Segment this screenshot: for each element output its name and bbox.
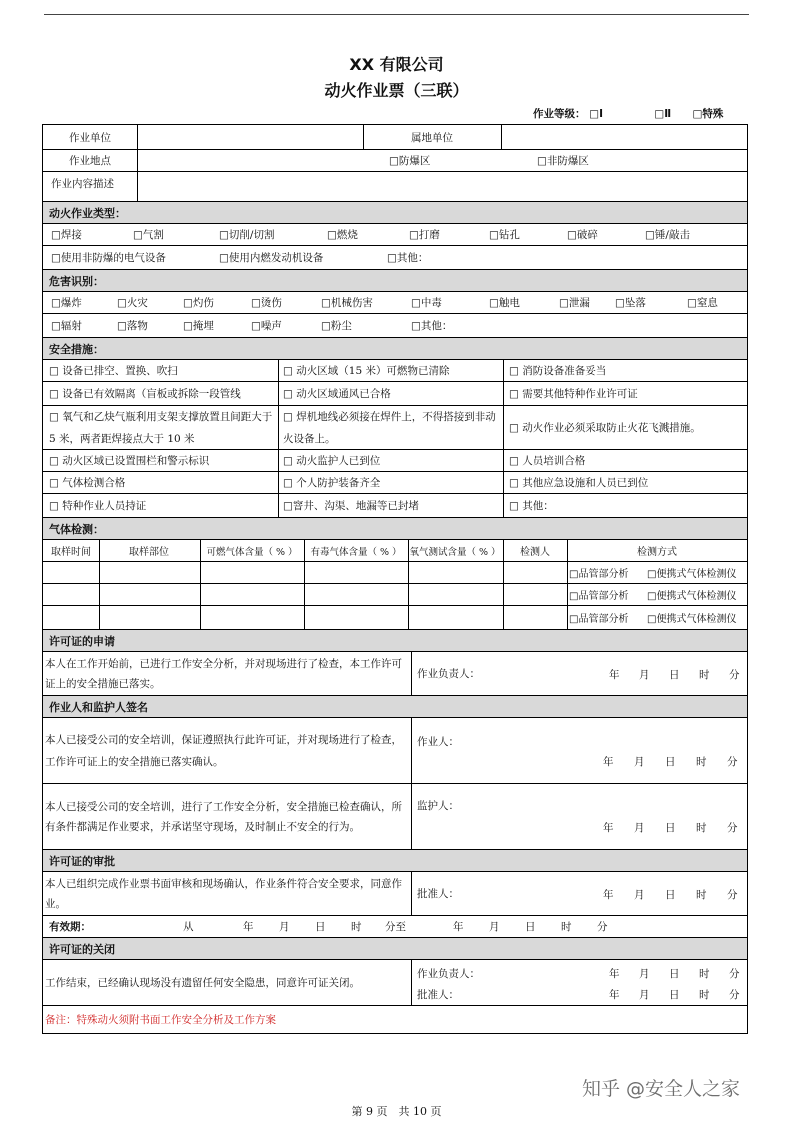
hazard-suffocation[interactable]: □窒息 <box>687 297 718 309</box>
watermark: 知乎 @安全人之家 <box>582 1078 741 1100</box>
date-minute: 分 <box>729 989 740 1001</box>
close-approver-label: 批准人： <box>417 989 459 1001</box>
worker-row <box>43 717 747 783</box>
apply-title: 许可证的申请 <box>49 634 115 648</box>
fire-type-drilling[interactable]: □钻孔 <box>489 229 520 241</box>
hazard-chemical-burn[interactable]: □灼伤 <box>183 297 214 309</box>
date-month: 月 <box>634 889 645 901</box>
apply-text: 本人在工作开始前，已进行工作安全分析，并对现场进行了检查，本工作许可证上的安全措施已落实。 <box>45 657 402 690</box>
approve-header <box>43 849 747 871</box>
safety-welder-ground[interactable]: □ 焊机地线必须接在焊件上，不得搭接到非动火设备上。 <box>283 410 496 445</box>
level-option-special[interactable]: □特殊 <box>692 108 724 120</box>
gas-row-3 <box>43 605 747 629</box>
approve-row <box>43 871 747 915</box>
safety-title: 安全措施： <box>49 342 104 356</box>
date-day: 日 <box>665 822 676 834</box>
work-level-label: 作业等级： <box>533 108 586 120</box>
hazard-dust[interactable]: □粉尘 <box>321 320 352 332</box>
fire-type-grinding[interactable]: □打磨 <box>409 229 440 241</box>
form-title: 动火作业票（三联） <box>324 81 469 100</box>
close-header <box>43 937 747 959</box>
worker-text: 本人已接受公司的安全培训，保证遵照执行此许可证，并对现场进行了检查，工作许可证上的安全措施已落实确认。 <box>45 733 402 768</box>
level-option-1[interactable]: □Ⅰ <box>589 108 603 120</box>
gas-col-method: 检测方式 <box>637 547 677 558</box>
hazard-radiation[interactable]: □辐射 <box>51 320 82 332</box>
date-hour: 时 <box>696 756 707 768</box>
gas-title: 气体检测： <box>49 522 104 536</box>
fire-type-gas-cut[interactable]: □气割 <box>133 229 164 241</box>
safety-emergency[interactable]: □ 其他应急设施和人员已到位 <box>509 477 649 489</box>
gas-method-portable[interactable]: □便携式气体检测仪 <box>647 614 737 625</box>
date-hour: 时 <box>696 822 707 834</box>
date-hour: 时 <box>696 889 707 901</box>
level-option-2[interactable]: □Ⅱ <box>654 108 672 120</box>
guard-row <box>43 783 747 849</box>
gas-method-portable[interactable]: □便携式气体检测仪 <box>647 569 737 580</box>
safety-row-3 <box>43 405 747 449</box>
close-title: 许可证的关闭 <box>49 942 115 956</box>
safety-other[interactable]: □ 其他： <box>509 500 554 512</box>
work-place-label: 作业地点 <box>69 155 111 167</box>
hazard-scald[interactable]: □烫伤 <box>251 297 282 309</box>
apply-person-label: 作业负责人： <box>417 668 480 680</box>
date-year: 年 <box>603 822 614 834</box>
work-unit-label: 作业单位 <box>69 131 111 144</box>
date-month: 月 <box>489 921 500 933</box>
date-year: 年 <box>603 756 614 768</box>
close-row <box>43 959 747 1005</box>
date-day: 日 <box>315 921 326 933</box>
safety-drained[interactable]: □ 设备已排空、置换、吹扫 <box>49 365 178 377</box>
work-unit-row <box>43 125 747 149</box>
date-month: 月 <box>639 968 650 980</box>
sign-title: 作业人和监护人签名 <box>49 700 148 714</box>
work-level <box>533 106 723 121</box>
date-minute: 分 <box>729 968 740 980</box>
worker-label: 作业人： <box>417 736 459 748</box>
guard-label: 监护人： <box>417 800 459 812</box>
date-year: 年 <box>609 669 620 681</box>
gas-method-lab[interactable]: □品管部分析 <box>569 569 629 580</box>
approve-text: 本人已组织完成作业票书面审核和现场确认，作业条件符合安全要求，同意作业。 <box>45 877 402 910</box>
hazard-mechanical[interactable]: □机械伤害 <box>321 297 373 309</box>
gas-col-combustible: 可燃气体含量（ % ） <box>206 546 298 558</box>
safety-ventilation[interactable]: □ 动火区域通风已合格 <box>283 388 391 400</box>
content-label: 作业内容描述 <box>51 178 114 190</box>
date-month: 月 <box>279 921 290 933</box>
date-day: 日 <box>665 756 676 768</box>
date-minute: 分 <box>597 921 608 933</box>
sign-header <box>43 695 747 717</box>
hazard-leakage[interactable]: □泄漏 <box>559 297 590 309</box>
date-month: 月 <box>639 989 650 1001</box>
apply-row <box>43 651 747 695</box>
safety-guard-present[interactable]: □ 动火监护人已到位 <box>283 455 381 467</box>
safety-row-6 <box>43 493 747 517</box>
company-name: XX 有限公司 <box>349 55 444 74</box>
safety-training[interactable]: □ 人员培训合格 <box>509 455 586 467</box>
date-hour: 时 <box>351 921 362 933</box>
date-year: 年 <box>453 921 464 933</box>
hazard-falling-object[interactable]: □落物 <box>117 320 148 332</box>
safety-row-1 <box>43 359 747 381</box>
date-month: 月 <box>639 669 650 681</box>
close-responsible-label: 作业负责人： <box>417 968 480 980</box>
date-year: 年 <box>243 921 254 933</box>
fire-type-non-ex-electric[interactable]: □使用非防爆的电气设备 <box>51 252 166 264</box>
safety-row-2 <box>43 381 747 405</box>
safety-combustibles-cleared[interactable]: □ 动火区域（15 米）可燃物已清除 <box>283 365 450 377</box>
safety-row-4 <box>43 449 747 471</box>
date-day: 日 <box>669 968 680 980</box>
gas-method-portable[interactable]: □便携式气体检测仪 <box>647 591 737 602</box>
date-minute: 分 <box>727 889 738 901</box>
safety-spark-prevention[interactable]: □ 动火作业必须采取防止火花飞溅措施。 <box>509 422 701 434</box>
gas-col-oxygen: 氧气测试含量（ % ） <box>409 546 501 558</box>
fire-type-header <box>43 201 747 223</box>
hazards-row-1 <box>43 291 747 313</box>
gas-col-location: 取样部位 <box>129 547 169 558</box>
safety-special-permit[interactable]: □ 需要其他特种作业许可证 <box>509 388 638 400</box>
approver-label: 批准人： <box>417 888 459 900</box>
date-day: 日 <box>525 921 536 933</box>
work-place-row <box>43 149 747 171</box>
fire-type-title: 动火作业类型： <box>49 206 126 220</box>
date-minute: 分 <box>727 822 738 834</box>
safety-fire-equipment[interactable]: □ 消防设备准备妥当 <box>509 365 607 377</box>
date-hour: 时 <box>699 989 710 1001</box>
date-hour: 时 <box>699 669 710 681</box>
safety-ppe[interactable]: □ 个人防护装备齐全 <box>283 477 381 489</box>
hazard-electric-shock[interactable]: □触电 <box>489 297 520 309</box>
safety-drains-sealed[interactable]: □窨井、沟渠、地漏等已封堵 <box>283 500 419 512</box>
content-row <box>43 171 747 201</box>
date-minute: 分 <box>727 756 738 768</box>
hazard-fall[interactable]: □坠落 <box>615 297 646 309</box>
fire-type-row-2 <box>43 245 747 269</box>
safety-isolated[interactable]: □ 设备已有效隔离（盲板或拆除一段管线 <box>49 388 241 400</box>
page-footer: 第 9 页 共 10 页 <box>351 1105 442 1118</box>
validity-label: 有效期： <box>49 921 91 933</box>
hazard-burial[interactable]: □掩埋 <box>183 320 214 332</box>
fire-type-burning[interactable]: □燃烧 <box>327 229 358 241</box>
close-text: 工作结束，已经确认现场没有遗留任何安全隐患，同意许可证关闭。 <box>45 977 360 989</box>
date-day: 日 <box>669 989 680 1001</box>
fire-type-other[interactable]: □其他： <box>387 252 429 264</box>
safety-gas-test[interactable]: □ 气体检测合格 <box>49 477 126 489</box>
fire-type-hammering[interactable]: □锤/敲击 <box>645 229 690 241</box>
date-month: 月 <box>634 756 645 768</box>
note-text: 备注：特殊动火须附书面工作安全分析及工作方案 <box>45 1014 276 1026</box>
approve-title: 许可证的审批 <box>49 854 115 868</box>
note-row <box>43 1005 747 1033</box>
gas-row-1 <box>43 561 747 583</box>
safety-gas-cylinders[interactable]: □ 氧气和乙炔气瓶利用支架支撑放置且间距大于 5 米，两者距焊接点大于 10 米 <box>49 410 273 445</box>
gas-col-toxic: 有毒气体含量（ % ） <box>310 546 402 558</box>
guard-text: 本人已接受公司的安全培训，进行了工作安全分析，安全措施已检查确认，所有条件都满足作业要求，并承诺坚守现场，及时制止不安全的行为。 <box>45 800 402 833</box>
gas-col-inspector: 检测人 <box>520 547 550 558</box>
hazard-explosion[interactable]: □爆炸 <box>51 297 82 309</box>
validity-to: 分至 <box>385 921 406 933</box>
safety-certified[interactable]: □ 特种作业人员持证 <box>49 500 147 512</box>
safety-fence-signs[interactable]: □ 动火区域已设置围栏和警示标识 <box>49 455 210 467</box>
hazard-other[interactable]: □其他： <box>411 320 453 332</box>
fire-type-breaking[interactable]: □破碎 <box>567 229 598 241</box>
non-explosion-zone-checkbox[interactable]: □非防爆区 <box>537 155 589 167</box>
hazard-noise[interactable]: □噪声 <box>251 320 282 332</box>
hazards-header <box>43 269 747 291</box>
owner-unit-label: 属地单位 <box>411 131 453 144</box>
hazards-row-2 <box>43 313 747 337</box>
date-hour: 时 <box>699 968 710 980</box>
safety-row-5 <box>43 471 747 493</box>
hazard-fire[interactable]: □火灾 <box>117 297 148 309</box>
date-minute: 分 <box>729 669 740 681</box>
date-day: 日 <box>669 669 680 681</box>
apply-header <box>43 629 747 651</box>
hazard-poisoning[interactable]: □中毒 <box>411 297 442 309</box>
fire-type-weld[interactable]: □焊接 <box>51 229 82 241</box>
validity-from: 从 <box>183 921 194 933</box>
gas-table-head <box>43 539 747 561</box>
date-hour: 时 <box>561 921 572 933</box>
validity-row <box>43 915 747 937</box>
gas-col-time: 取样时间 <box>51 547 91 558</box>
date-year: 年 <box>609 989 620 1001</box>
date-day: 日 <box>665 889 676 901</box>
explosion-zone-checkbox[interactable]: □防爆区 <box>389 155 431 167</box>
permit-form <box>42 124 748 1034</box>
date-month: 月 <box>634 822 645 834</box>
fire-type-combustion-engine[interactable]: □使用内燃发动机设备 <box>219 252 324 264</box>
top-rule <box>44 14 749 15</box>
gas-method-lab[interactable]: □品管部分析 <box>569 591 629 602</box>
date-year: 年 <box>609 968 620 980</box>
gas-row-2 <box>43 583 747 605</box>
gas-header <box>43 517 747 539</box>
fire-type-row-1 <box>43 223 747 245</box>
fire-type-cutting[interactable]: □切削/切割 <box>219 229 275 241</box>
gas-method-lab[interactable]: □品管部分析 <box>569 614 629 625</box>
hazards-title: 危害识别： <box>49 274 104 288</box>
safety-header <box>43 337 747 359</box>
date-year: 年 <box>603 889 614 901</box>
